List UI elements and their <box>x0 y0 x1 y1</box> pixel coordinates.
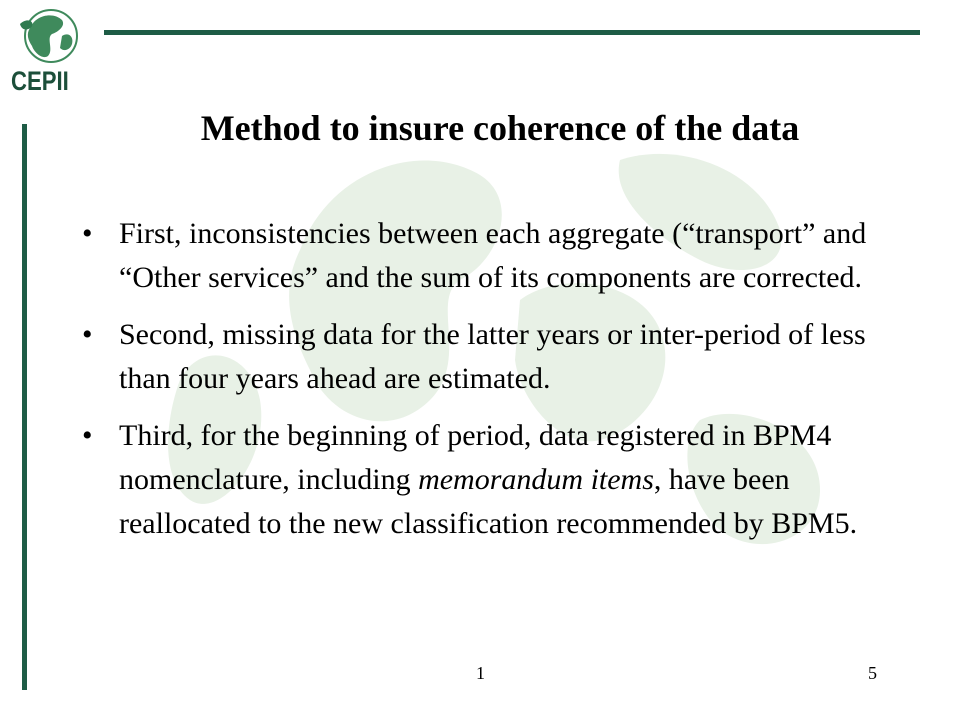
bullet-text <box>119 318 866 395</box>
bullet-text-part: Third, for the beginning of period, data registered in BPM4 nomenclature, including <box>119 419 832 496</box>
bullet-marker: • <box>82 419 93 452</box>
bullet-text <box>119 419 857 540</box>
bullet-item <box>78 212 878 300</box>
bullet-text-part: Second, missing data for the latter years or inter-period of less than four years ahead are estimated. <box>119 318 866 395</box>
slide-title: Method to insure coherence of the data <box>200 108 800 148</box>
top-divider <box>104 30 920 35</box>
bullet-text-part: , have been reallocated to the new classification recommended by BPM5. <box>119 463 858 540</box>
left-divider <box>22 124 27 690</box>
bullet-list <box>78 212 878 559</box>
bullet-marker: • <box>82 217 93 250</box>
footer-number-left: 1 <box>476 663 485 683</box>
bullet-item <box>78 313 878 401</box>
footer-number-right: 5 <box>868 663 877 683</box>
globe-icon <box>8 6 94 70</box>
bullet-text <box>119 217 866 294</box>
logo-text: CEPII <box>11 66 69 96</box>
bullet-text-part: First, inconsistencies between each aggregate (“transport” and “Other services” and the sum of its components are corrected. <box>119 217 867 294</box>
bullet-item <box>78 414 878 546</box>
bullet-marker: • <box>82 318 93 351</box>
bullet-text-emphasis: memorandum items <box>418 463 654 496</box>
